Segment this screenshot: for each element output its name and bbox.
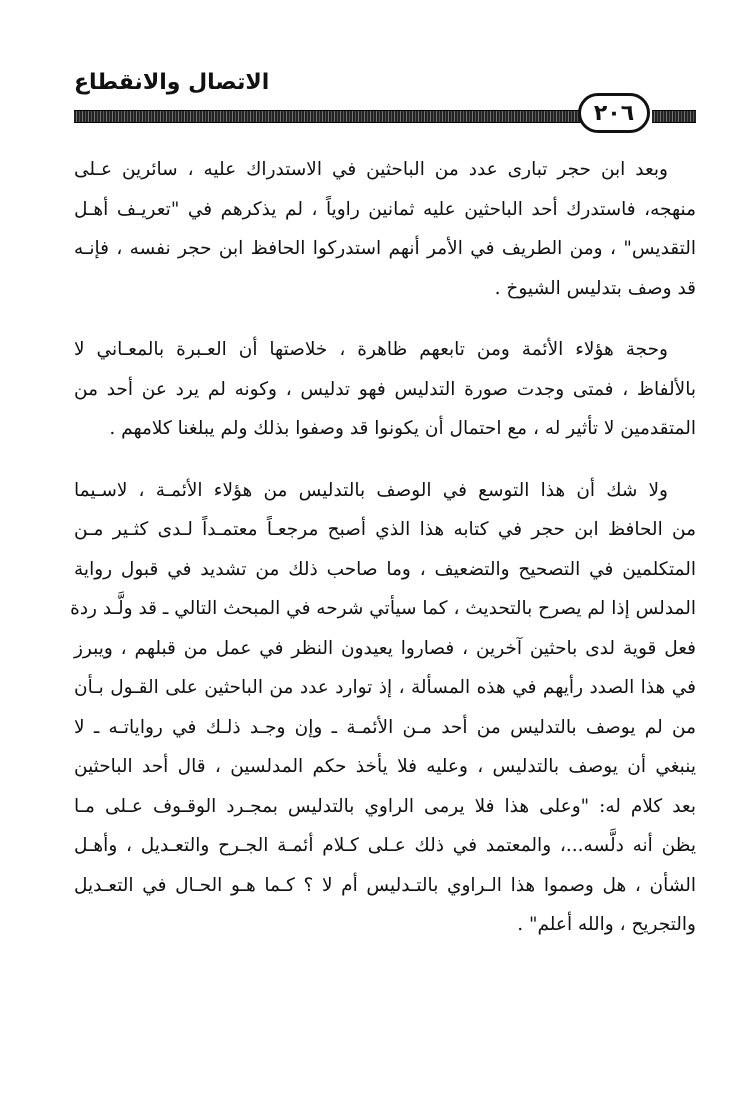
text-line: ينبغي أن يوصف بالتدليس ، وعليه فلا يأخذ حكم المدلسين ، قال أحد الباحثين [74, 756, 696, 777]
text-line: وحجة هؤلاء الأئمة ومن تابعهم ظاهرة ، خلاصتها أن العـبرة بالمعـاني لا [74, 339, 668, 360]
text-line: منهجه، فاستدرك أحد الباحثين عليه ثمانين راوياً ، لم يذكرهم في "تعريـف أهـل [74, 198, 696, 220]
paragraph [74, 150, 696, 308]
text-line: الشأن ، هل وصموا هذا الـراوي بالتـدليس أم لا ؟ كـما هـو الحـال في التعـديل [74, 874, 696, 896]
text-line: المدلس إذا لم يصرح بالتحديث ، كما سيأتي شرحه في المبحث التالي ـ قد ولَّـد ردة [70, 598, 696, 619]
text-line: بالألفاظ ، فمتى وجدت صورة التدليس فهو تدليس ، وكونه لم يرد عن أحد من [74, 378, 696, 400]
page-body [70, 150, 696, 967]
text-line: من الحافظ ابن حجر في كتابه هذا الذي أصبح مرجعـاً معتمـداً لـدى كثـير مـن [74, 519, 696, 540]
text-line: من لم يوصف بالتدليس من أحد مـن الأئمـة ـ وإن وجـد ذلـك في رواياتـه ـ لا [74, 716, 696, 738]
page-header [74, 66, 698, 136]
header-rule [74, 110, 622, 123]
header-rule-short [652, 110, 696, 123]
page-number: ٢٠٦ [578, 93, 650, 133]
running-title: الاتصال والانقطاع [74, 70, 270, 95]
text-line: والتجريح ، والله أعلم" . [517, 914, 696, 935]
text-line: التقديس" ، ومن الطريف في الأمر أنهم استدركوا الحافظ ابن حجر نفسه ، فإنـه [74, 238, 696, 259]
paragraph [70, 471, 696, 945]
text-line: ولا شك أن هذا التوسع في الوصف بالتدليس من هؤلاء الأئمـة ، لاسـيما [74, 479, 668, 501]
text-line: وبعد ابن حجر تبارى عدد من الباحثين في الاستدراك عليه ، سائرين عـلى [74, 159, 668, 180]
paragraph [74, 330, 696, 449]
text-line: في هذا الصدد رأيهم في هذه المسألة ، إذ توارد عدد من الباحثين على القـول بـأن [74, 677, 696, 698]
text-line: المتكلمين في التصحيح والتضعيف ، وما صاحب ذلك من تشديد في قبول رواية [74, 558, 696, 580]
text-line: فعل قوية لدى باحثين آخرين ، فصاروا يعيدون النظر في عمل من قبلهم ، ويبرز [74, 637, 696, 659]
text-line: بعد كلام له: "وعلى هذا فلا يرمى الراوي بالتدليس بمجـرد الوقـوف عـلى مـا [74, 795, 696, 817]
text-line: المتقدمين لا تأثير له ، مع احتمال أن يكونوا قد وصفوا بذلك ولم يبلغنا كلامهم . [109, 418, 696, 439]
text-line: قد وصف بتدليس الشيوخ . [494, 277, 696, 299]
text-line: يظن أنه دلَّسه...، والمعتمد في ذلك عـلى كـلام أئمـة الجـرح والتعـديل ، وأهـل [74, 835, 696, 856]
